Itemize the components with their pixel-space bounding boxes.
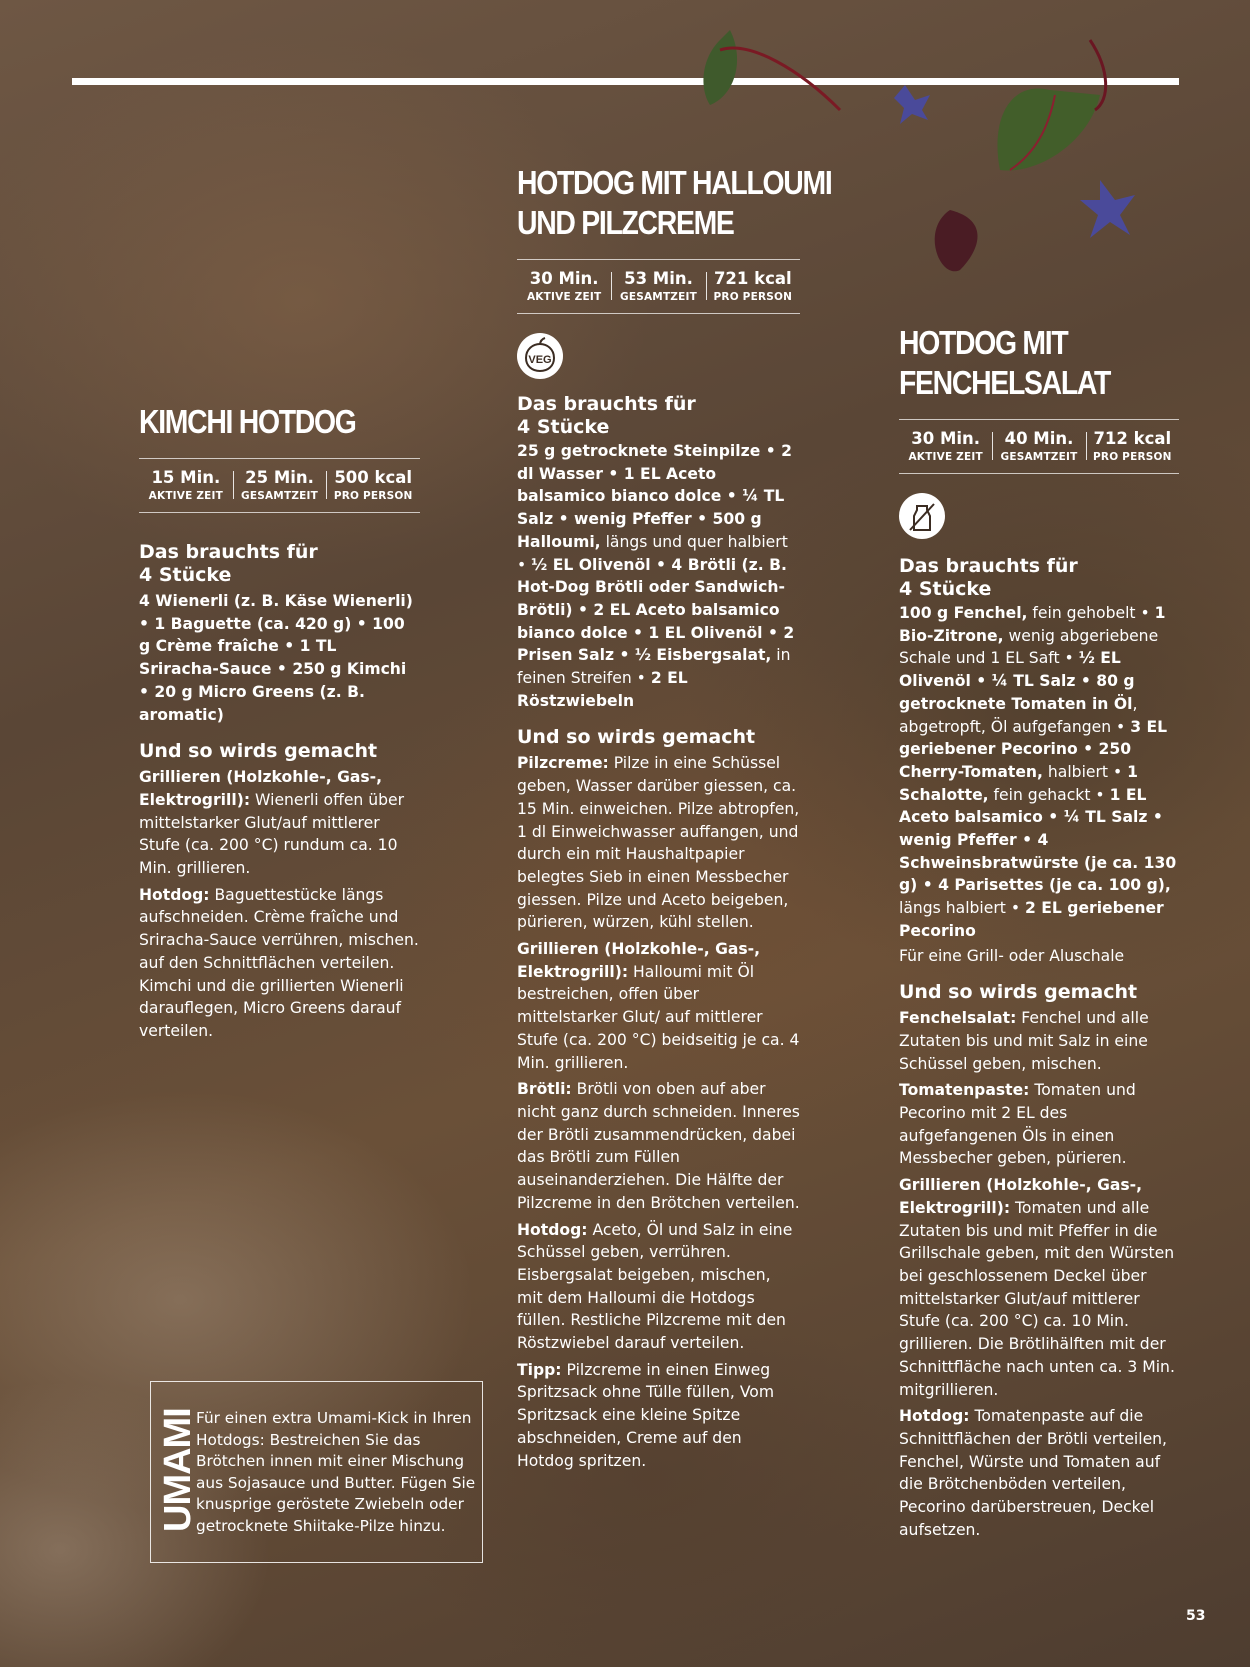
recipe-title: HOTDOG MIT HALLOUMI UND PILZCREME xyxy=(517,164,832,241)
ingredients-heading: Das brauchts für 4 Stücke xyxy=(139,541,318,586)
step: Hotdog: Aceto, Öl und Salz in eine Schüssel geben, verrühren. Eisbergsalat beigeben, mischen, mit dem Halloumi die Hotdogs füllen. Restliche Pilzcreme mit den Röstzwiebel darauf verteilen. xyxy=(517,1220,793,1353)
stat-total-time: 25 Min. GESAMTZEIT xyxy=(233,467,327,503)
method-heading: Und so wirds gemacht xyxy=(899,981,1138,1004)
recipe-stats xyxy=(899,419,1179,474)
stat-total-time: 53 Min. GESAMTZEIT xyxy=(611,268,705,304)
page-number: 53 xyxy=(1186,1608,1206,1624)
method-heading: Und so wirds gemacht xyxy=(139,740,378,763)
step: Pilzcreme: Pilze in eine Schüssel geben, Wasser darüber giessen, ca. 15 Min. einweichen. Pilze abtropfen, 1 dl Einweichwasser auffangen, und durch ein mit Haushaltpapier belegtes Sieb in einen Messbecher giessen. Pilze und Aceto beigeben, pürieren, würzen, kühl stellen. xyxy=(517,754,800,932)
ingredients-heading: Das brauchts für 4 Stücke xyxy=(517,393,696,438)
method-steps xyxy=(139,766,420,1042)
step: Brötli: Brötli von oben auf aber nicht ganz durch schneiden. Inneres der Brötli zusammendrücken, dabei das Brötli zum Füllen auseinanderziehen. Die Hälfte der Pilzcreme in den Brötchen verteilen. xyxy=(517,1080,800,1212)
step: Fenchelsalat: Fenchel und alle Zutaten bis und mit Salz in eine Schüssel geben, mischen. xyxy=(899,1009,1149,1073)
stat-total-time: 40 Min. GESAMTZEIT xyxy=(992,428,1085,464)
stat-active-time: 30 Min. AKTIVE ZEIT xyxy=(526,269,602,303)
recipe-title: HOTDOG MIT FENCHELSALAT xyxy=(899,324,1111,401)
method-steps xyxy=(517,752,800,1472)
recipe-halloumi-hotdog xyxy=(517,163,832,1472)
umami-label: UMAMI xyxy=(157,1408,199,1532)
step: Hotdog: Baguettestücke längs aufschneiden. Crème fraîche und Sriracha-Sauce verrühren, mischen. auf den Schnittflächen verteilen. Kimchi und die grillierten Wienerli darauflegen, Micro Greens darauf verteilen. xyxy=(139,885,419,1040)
recipe-title: KIMCHI HOTDOG xyxy=(139,403,356,440)
step: Tipp: Pilzcreme in einen Einweg Spritzsack ohne Tülle füllen, Vom Spritzsack eine kleine Spitze abschneiden, Creme auf den Hotdog spritzen. xyxy=(517,1360,775,1470)
stat-active-time: 30 Min. AKTIVE ZEIT xyxy=(908,429,983,463)
stat-calories: 500 kcal PRO PERSON xyxy=(326,467,420,503)
recipe-kimchi-hotdog xyxy=(139,402,420,1043)
umami-tip-text: Für einen extra Umami-Kick in Ihren Hotdogs: Bestreichen Sie das Brötchen innen mit einer Mischung aus Sojasauce und Butter. Fügen Sie knusprige geröstete Zwiebeln oder getrocknete Shiitake-Pilze hinzu. xyxy=(196,1409,476,1535)
equipment-note: Für eine Grill- oder Aluschale xyxy=(899,946,1125,965)
umami-tip-box xyxy=(150,1381,483,1563)
ingredients-list: 100 g Fenchel, fein gehobelt • 1 Bio-Zitrone, wenig abgeriebene Schale und 1 EL Saft • ½ EL Olivenöl • ¼ TL Salz • 80 g getrocknete Tomaten in Öl, abgetropft, Öl aufgefangen • 3 EL geriebener Pecorino • 250 Cherry-Tomaten, halbiert • 1 Schalotte, fein gehackt • 1 EL Aceto balsamico • ¼ TL Salz • wenig Pfeffer • 4 Schweinsbratwürste (je ca. 130 g) • 4 Parisettes (je ca. 100 g), längs halbiert • 2 EL geriebener Pecorino xyxy=(899,604,1177,940)
lactose-free-badge-icon xyxy=(899,493,945,539)
step: Hotdog: Tomatenpaste auf die Schnittflächen der Brötli verteilen, Fenchel, Würste und Tomaten auf die Brötchenböden verteilen, Pecorino darüberstreuen, Deckel aufsetzen. xyxy=(899,1407,1168,1539)
ingredients-list: 4 Wienerli (z. B. Käse Wienerli) • 1 Baguette (ca. 420 g) • 100 g Crème fraîche • 1 TL Sriracha-Sauce • 250 g Kimchi • 20 g Micro Greens (z. B. aromatic) xyxy=(139,592,413,724)
method-heading: Und so wirds gemacht xyxy=(517,726,756,749)
stat-calories: 721 kcal PRO PERSON xyxy=(706,268,800,304)
step: Grillieren (Holzkohle-, Gas-, Elektrogrill): Tomaten und alle Zutaten bis und mit Pfeffer in die Grillschale geben, mit den Würsten bei geschlossenem Deckel über mittelstarker Glut/auf mittlerer Stufe (ca. 200 °C) ca. 10 Min. grillieren. Die Brötlihälften mit der Schnittfläche nach unten ca. 3 Min. mitgrillieren. xyxy=(899,1176,1175,1399)
recipe-stats xyxy=(517,259,800,314)
veg-badge-icon xyxy=(517,333,563,379)
ingredients-list: 25 g getrocknete Steinpilze • 2 dl Wasser • 1 EL Aceto balsamico bianco dolce • ¼ TL Salz • wenig Pfeffer • 500 g Halloumi, längs und quer halbiert • ½ EL Olivenöl • 4 Brötli (z. B. Hot-Dog Brötli oder Sandwich-Brötli) • 2 EL Aceto balsamico bianco dolce • 1 EL Olivenöl • 2 Prisen Salz • ½ Eisbergsalat, in feinen Streifen • 2 EL Röstzwiebeln xyxy=(517,442,795,710)
recipe-fenchel-hotdog xyxy=(899,323,1179,1541)
recipe-stats xyxy=(139,458,420,513)
svg-text:VEG: VEG xyxy=(528,354,552,366)
stat-active-time: 15 Min. AKTIVE ZEIT xyxy=(148,468,223,502)
step: Grillieren (Holzkohle-, Gas-, Elektrogrill): Wienerli offen über mittelstarker Glut/auf mittlerer Stufe (ca. 200 °C) rundum ca. 10 Min. grillieren. xyxy=(139,768,405,878)
ingredients-heading: Das brauchts für 4 Stücke xyxy=(899,555,1078,600)
stat-calories: 712 kcal PRO PERSON xyxy=(1086,428,1179,464)
step: Grillieren (Holzkohle-, Gas-, Elektrogrill): Halloumi mit Öl bestreichen, offen über mittelstarker Glut/ auf mittlerer Stufe (ca. 200 °C) beidseitig je ca. 4 Min. grillieren. xyxy=(517,940,800,1072)
method-steps xyxy=(899,1007,1179,1541)
step: Tomatenpaste: Tomaten und Pecorino mit 2 EL des aufgefangenen Öls in einen Messbecher geben, pürieren. xyxy=(899,1081,1136,1168)
